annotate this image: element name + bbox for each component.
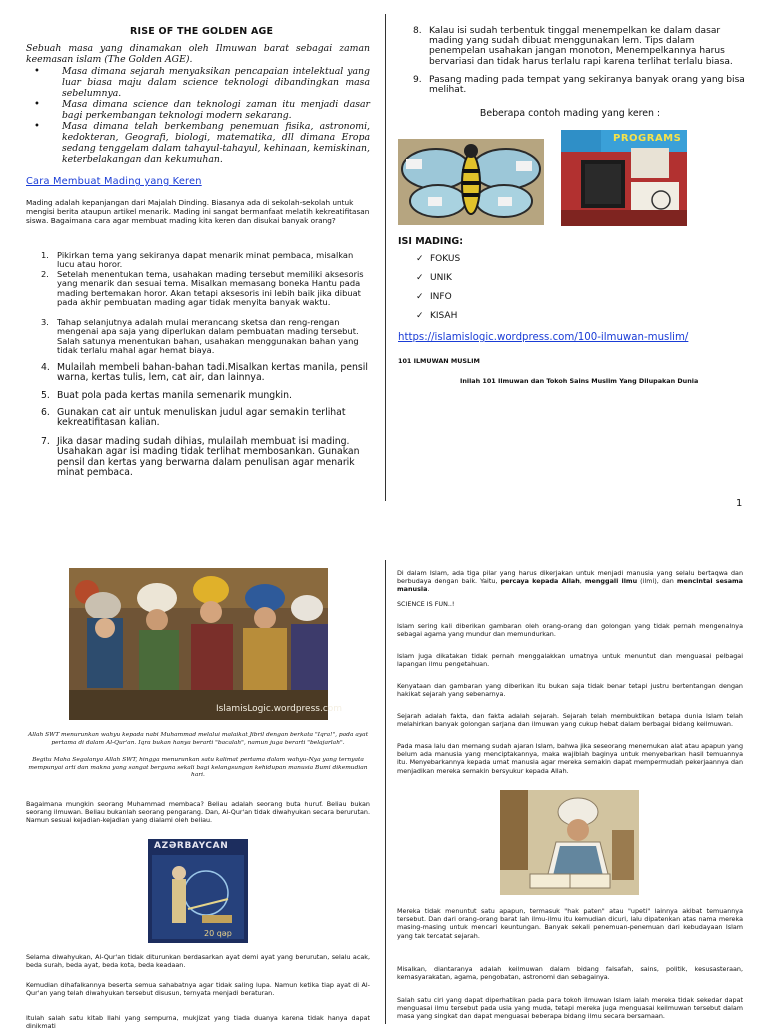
isi-item-fokus: ✓ FOKUS [416,254,461,264]
paragraph-ilmu: Islam juga dikatakan tidak pernah menggalakkan umatnya untuk menuntut dan menguasai pelbagai lapangan ilmu pengetahuan. [397,652,743,669]
page-title: RISE OF THE GOLDEN AGE [130,26,274,37]
isi-item-kisah: ✓ KISAH [416,311,458,321]
stamp-value: 20 qəp [204,929,232,938]
caption-allah: Begitu Maha Segalanya Allah SWT, hingga menurunkan satu kalimat pertama dalam wahyu-Nya yang ternyata mempunyai arti dan makna yang sangat berguna sekali bagi kelangsungan kehidupan manusia Bumi dikemudian hari. [28,757,368,779]
paragraph-kenyataan: Kenyataan dan gambaran yang diberikan itu bukan saja tidak benar tetapi justru bertentangan dengan hakikat sejarah yang sebenarnya. [397,682,743,699]
paragraph-gambaran: Islam sering kali diberikan gambaran oleh orang-orang dan golongan yang tidak pernah mengenalnya sebagai agama yang mundur dan memundurkan. [397,622,743,639]
step-3: 3. Tahap selanjutnya adalah mulai merancang sketsa dan reng-rengan mengenai apa saja yang diperlukan dalam pembuatan mading tersebut. Salah satunya menentukan bahan, usahakan menggunakan bahan yang tidak terlalu mahal agar hemat biaya. [41,317,359,356]
check-icon: ✓ [416,311,424,321]
science-is-fun: SCIENCE IS FUN..! [397,600,455,608]
paragraph-ciri: Salah satu ciri yang dapat diperhatikan pada para tokoh ilmuwan Islam ialah mereka tidak sekedar dapat menguasai ilmu tersebut pada usia yang muda, tetapi mereka juga menguasai keilmuwan tersebut dalam masa yang singkat dan dapat menguasai beberapa bidang ilmu secara bersamaan. [397,996,743,1021]
caption-iqra: Allah SWT menurunkan wahyu kepada nabi Muhammad melalui malaikat Jibril dengan berkata "Iqra!", pada ayat pertama di dalam Al-Qur'an. Iqra bukan hanya berarti "bacalah", namun juga berarti "belajarlah". [27,732,369,746]
paragraph-tiga-pilar: Di dalam Islam, ada tiga pilar yang harus dikerjakan untuk menjadi manusia yang selalu bertaqwa dan berbudaya dengan baik. Yaitu, percaya kepada Allah, menggali ilmu (ilmi), dan mencintai sesama manusia. [397,569,743,594]
scholar-reading-image [500,790,639,895]
ilmuwan-subtitle: Inilah 101 Ilmuwan dan Tokoh Sains Muslim Yang Dilupakan Dunia [460,377,699,385]
list-item: • Masa dimana telah berkembang penemuan fisika, astronomi, kedokteran, Geografi, biologi, matematika, dll dimana Eropa sedang tenggelam dalam tahayul-tahayul, kehinaan, kemiskinan, keterbelakangan dan kekumuhan. [26,121,370,165]
poster-title: PROGRAMS [613,133,682,144]
isi-item-info: ✓ INFO [416,292,452,302]
step-8: 8. Kalau isi sudah terbentuk tinggal menempelkan ke dalam dasar mading yang sudah dibuat menggunakan lem. Tips dalam penempelan usahakan jangan monoton, Menempelkannya harus bervariasi dan tidak harus terlalu rapi karena terlihat terlalu biasa. [413,26,733,67]
stamp-country: AZƏRBAYCAN [154,841,229,851]
paragraph-masa-lalu: Pada masa lalu dan memang sudah ajaran Islam, bahwa jika seseorang menemukan alat atau apapun yang belum ada manusia yang menciptakannya, maka wajiblah baginya untuk menyebarkan hasil temuannya itu. Menyebarkannya kepada umat manusia agar mereka semakin dapat mempermudah pekerjaannya dan menjadikan mereka semakin bersyukur kepada Allah. [397,742,743,775]
step-1: 1. Pikirkan tema yang sekiranya dapat menarik minat pembaca, misalkan lucu atau horor. [41,250,354,270]
azerbaijan-stamp-image [148,839,248,943]
intro-paragraph: Sebuah masa yang dinamakan oleh Ilmuwan barat sebagai zaman keemasan islam (The Golden AGE). [26,43,370,65]
isi-item-unik: ✓ UNIK [416,273,452,283]
ilmuwan-title: 101 ILMUWAN MUSLIM [398,357,480,365]
image-watermark: IslamisLogic.wordpress.com [216,704,343,714]
mading-example-programs-image [561,130,687,226]
isi-mading-heading: ISI MADING: [398,236,463,247]
check-icon: ✓ [416,254,424,264]
paragraph-wahyu: Selama diwahyukan, Al-Qur'an tidak diturunkan berdasarkan ayat demi ayat yang berurutan, selalu acak, beda surah, beda ayat, beda kota, beda keadaan. [26,953,370,970]
step-7: 7. Jika dasar mading sudah dihias, mulailah membuat isi mading. Usahakan agar isi mading tidak terlihat membosankan. Gunakan pensil dan kertas yang berwarna dalam penulisan agar menarik minat pembaca. [41,436,360,479]
check-icon: ✓ [416,273,424,283]
paragraph-hak-paten: Mereka tidak menuntut satu apapun, termasuk "hak paten" atau "upeti" lainnya akibat temuannya tersebut. Dan dari orang-orang barat lah ilmu-ilmu itu kemudian dicuri, lalu dipatenkan atas nama mereka masing-masing untuk mencari keuntungan. Banyak sekali penemuan-penemuan dari kebudayaan Islam yang tak tercatat sejarah. [397,907,743,940]
column-divider [385,14,386,501]
ilmuwan-url-link[interactable]: https://islamislogic.wordpress.com/100-ilmuwan-muslim/ [398,332,689,343]
paragraph-bidang: Misalkan, diantaranya adalah keilmuwan dalam bidang falsafah, sains, politik, kesusasteraan, kemasyarakatan, agama, pengobatan, astronomi dan sebagainya. [397,965,743,982]
examples-caption: Beberapa contoh mading yang keren : [479,108,661,119]
paragraph-sejarah: Sejarah adalah fakta, dan fakta adalah sejarah. Sejarah telah membuktikan betapa dunia Islam telah melahirkan banyak golongan sarjana dan ilmuwan yang cukup hebat dalam berbagai bidang keilmuwan. [397,712,743,729]
step-2: 2. Setelah menentukan tema, usahakan mading tersebut memiliki aksesoris yang menarik dan sesuai tema. Misalkan memasang boneka Hantu pada mading bertemakan horor. Akan tetapi aksesoris ini lebih baik jika dibuat pada akhir pembuatan mading agar tidak menyita banyak waktu. [41,269,364,308]
step-4: 4. Mulailah membeli bahan-bahan tadi.Misalkan kertas manila, pensil warna, kertas tulis, lem, cat air, dan lainnya. [41,362,368,384]
column-divider [385,560,386,1024]
step-9: 9. Pasang mading pada tempat yang sekiranya banyak orang yang bisa melihat. [413,75,745,96]
section-link-mading[interactable]: Cara Membuat Mading yang Keren [26,176,202,187]
list-item: • Masa dimana science dan teknologi zaman itu menjadi dasar bagi perkembangan teknologi modern sekarang. [26,99,370,121]
paragraph-muhammad: Bagaimana mungkin seorang Muhammad membaca? Beliau adalah seorang buta huruf. Beliau bukan seorang ilmuwan. Beliau bukanlah seorang pengarang. Dan, Al-Qur'an tidak diwahyukan secara berurutan. Namun sesuai kejadian-kejadian yang dialami oleh beliau. [26,800,370,825]
mading-example-insect-image [398,139,544,225]
step-6: 6. Gunakan cat air untuk menuliskan judul agar semakin terlihat kekreatifitasan kalian. [41,407,346,429]
mading-description: Mading adalah kepanjangan dari Majalah Dinding. Biasanya ada di sekolah-sekolah untuk mengisi berita ataupun artikel menarik. Mading ini sangat bermanfaat melatih kekreatifitasan siswa. Bagaimana cara agar membuat mading kita keren dan disukai banyak orang? [26,198,370,225]
golden-age-bullets [26,66,370,165]
step-5: 5. Buat pola pada kertas manila semenarik mungkin. [41,390,292,401]
scholars-painting-image [69,568,343,720]
paragraph-kitab: Itulah salah satu kitab Ilahi yang sempurna, mukjizat yang tiada duanya karena tidak hanya dapat dinikmati [26,1014,370,1030]
check-icon: ✓ [416,292,424,302]
list-item: • Masa dimana sejarah menyaksikan pencapaian intelektual yang luar biasa maju dalam science teknologi dibandingkan masa sebelumnya. [26,66,370,99]
paragraph-hafal: Kemudian dihafalkannya beserta semua sahabatnya agar tidak saling lupa. Namun ketika tiap ayat di Al-Qur'an yang telah diwahyukan tersebut disusun, ternyata menjadi beraturan. [26,981,370,998]
page-number: 1 [736,498,743,509]
